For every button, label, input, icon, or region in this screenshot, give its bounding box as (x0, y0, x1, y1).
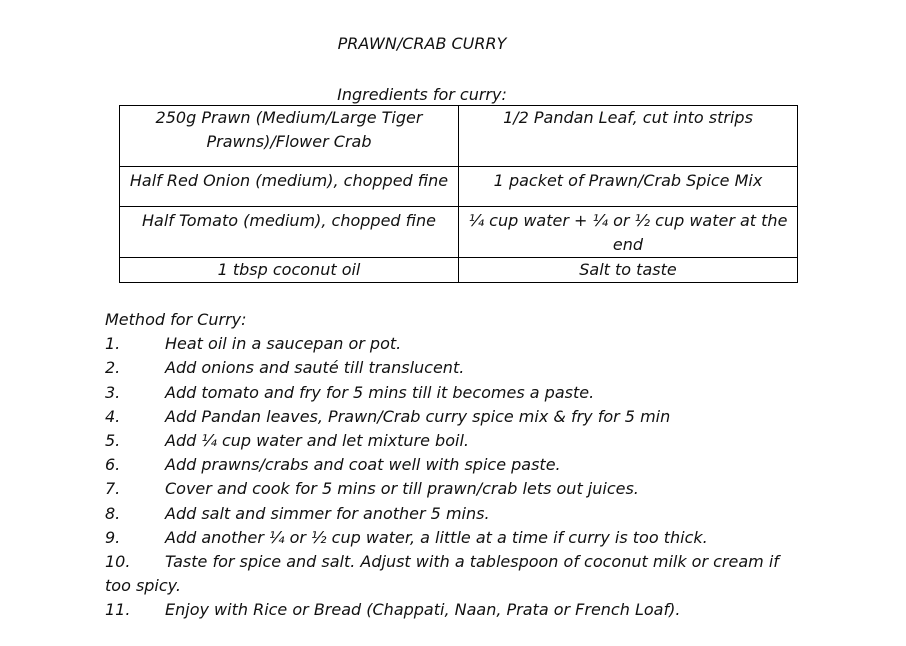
step-number: 11. (105, 600, 131, 620)
step-text: Cover and cook for 5 mins or till prawn/crab lets out juices. (165, 479, 639, 499)
method-step (105, 381, 805, 405)
method-heading: Method for Curry: (105, 310, 247, 329)
step-text: Heat oil in a saucepan or pot. (165, 334, 402, 354)
ingredient-cell: ¼ cup water + ¼ or ½ cup water at the end (459, 207, 798, 258)
step-number: 2. (105, 358, 121, 378)
method-step (105, 477, 805, 501)
step-text: Add ¼ cup water and let mixture boil. (165, 431, 469, 451)
method-step (105, 405, 805, 429)
method-step (105, 550, 805, 598)
step-text: Enjoy with Rice or Bread (Chappati, Naan, Prata or French Loaf). (165, 600, 681, 620)
ingredient-cell: 250g Prawn (Medium/Large Tiger Prawns)/Flower Crab (120, 106, 459, 167)
ingredient-cell: Half Red Onion (medium), chopped fine (120, 167, 459, 207)
step-text: Add another ¼ or ½ cup water, a little at a time if curry is too thick. (165, 527, 708, 547)
document-title: PRAWN/CRAB CURRY (337, 34, 507, 53)
method-step (105, 502, 805, 526)
step-number: 10. (105, 552, 131, 572)
step-text: Add Pandan leaves, Prawn/Crab curry spice mix & fry for 5 min (165, 406, 671, 426)
method-step (105, 356, 805, 380)
table-row (120, 167, 798, 207)
ingredient-cell: Salt to taste (459, 258, 798, 283)
method-step (105, 332, 805, 356)
ingredient-cell: 1 tbsp coconut oil (120, 258, 459, 283)
ingredient-cell: 1/2 Pandan Leaf, cut into strips (459, 106, 798, 167)
method-step (105, 526, 805, 550)
step-text: Add prawns/crabs and coat well with spice paste. (165, 455, 561, 475)
step-number: 1. (105, 334, 121, 354)
method-section (105, 308, 805, 623)
table-row (120, 258, 798, 283)
ingredients-table (119, 105, 798, 283)
step-text: Taste for spice and salt. Adjust with a tablespoon of coconut milk or cream if too spicy. (105, 552, 779, 596)
step-number: 4. (105, 406, 121, 426)
ingredient-cell: 1 packet of Prawn/Crab Spice Mix (459, 167, 798, 207)
method-step (105, 598, 805, 622)
table-row (120, 207, 798, 258)
step-number: 3. (105, 382, 121, 402)
step-text: Add onions and sauté till translucent. (165, 358, 465, 378)
ingredients-heading: Ingredients for curry: (337, 85, 507, 104)
method-step (105, 453, 805, 477)
step-number: 5. (105, 431, 121, 451)
step-text: Add salt and simmer for another 5 mins. (165, 503, 490, 523)
ingredient-cell: Half Tomato (medium), chopped fine (120, 207, 459, 258)
step-number: 8. (105, 503, 121, 523)
step-number: 7. (105, 479, 121, 499)
step-number: 6. (105, 455, 121, 475)
method-step (105, 429, 805, 453)
table-row (120, 106, 798, 167)
step-number: 9. (105, 527, 121, 547)
step-text: Add tomato and fry for 5 mins till it becomes a paste. (165, 382, 595, 402)
